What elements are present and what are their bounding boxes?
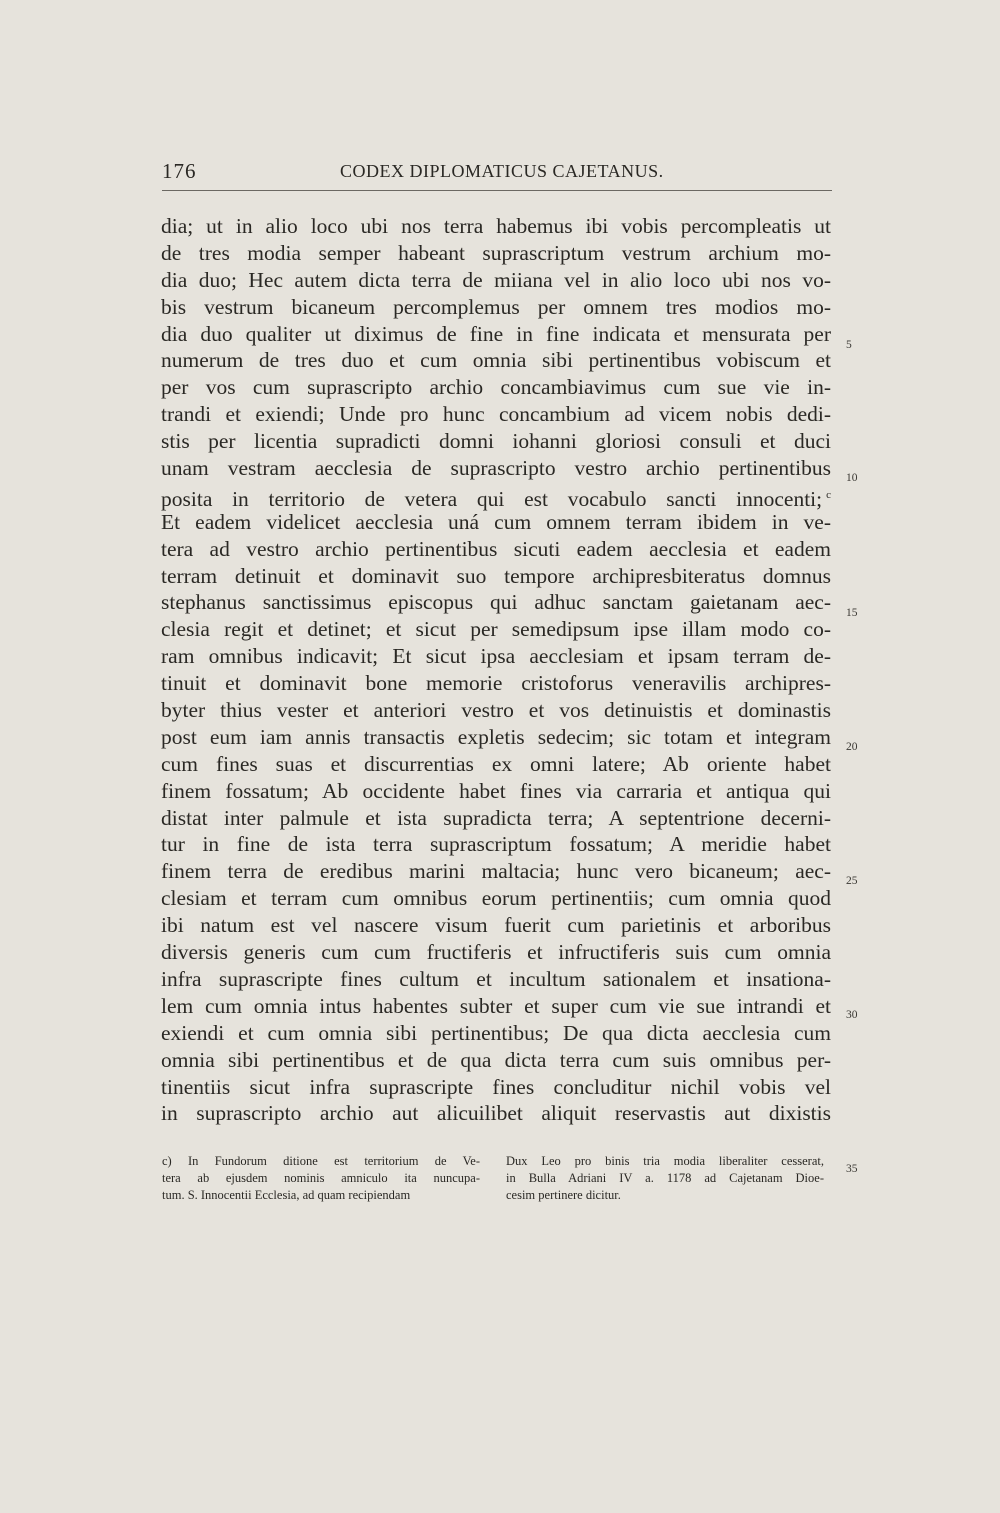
text-line	[161, 993, 831, 1020]
text-line-content: dia; ut in alio loco ubi nos terra habemus ibi vobis percompleatis ut	[161, 214, 831, 238]
text-line	[161, 401, 831, 428]
text-line-content: tur in fine de ista terra suprascriptum fossatum; A meridie habet	[161, 832, 831, 857]
text-line-content: unam vestram aecclesia de suprascripto vestro archio pertinentibus	[161, 456, 831, 481]
footnote-line: cesim pertinere dicitur.	[506, 1188, 621, 1202]
page-number: 176	[162, 159, 197, 183]
text-line	[161, 347, 831, 374]
running-title: CODEX DIPLOMATICUS CAJETANUS.	[340, 161, 664, 181]
text-line	[161, 482, 831, 512]
text-line-content: posita in territorio de vetera qui est vocabulo sancti innocenti;	[161, 487, 823, 512]
text-line-content: bis vestrum bicaneum percomplemus per omnem tres modios mo-	[161, 294, 831, 319]
footnote-line: c) In Fundorum ditione est territorium de Ve-	[162, 1154, 480, 1168]
text-line-content: stephanus sanctissimus episcopus qui adhuc sanctam gaietanam aec-	[161, 590, 831, 615]
text-line	[161, 536, 831, 563]
text-line	[161, 267, 831, 294]
text-line	[161, 778, 831, 805]
footnote-line: Dux Leo pro binis tria modia liberaliter cesserat,	[506, 1154, 824, 1168]
body-text	[161, 213, 831, 1127]
text-line	[161, 858, 831, 885]
text-line-content: post eum iam annis transactis expletis sedecim; sic totam et integram	[161, 724, 831, 749]
text-line	[161, 724, 831, 751]
text-line-content: dia duo; Hec autem dicta terra de miiana vel in alio loco ubi nos vo-	[161, 267, 831, 292]
text-line-content: exiendi et cum omnia sibi pertinentibus; De qua dicta aecclesia cum	[161, 1020, 831, 1045]
text-line	[161, 643, 831, 670]
text-line	[161, 831, 831, 858]
text-line-content: tera ad vestro archio pertinentibus sicuti eadem aecclesia et eadem	[161, 536, 831, 561]
text-line	[161, 670, 831, 697]
footnote-line: tum. S. Innocentii Ecclesia, ad quam recipiendam	[162, 1188, 411, 1202]
text-line-content: finem terra de eredibus marini maltacia; hunc vero bicaneum; aec-	[161, 859, 831, 884]
text-line	[161, 589, 831, 616]
line-number: 35	[846, 1163, 858, 1175]
text-line	[161, 751, 831, 778]
text-line-content: in suprascripto archio aut alicuilibet aliquit reservastis aut dixistis	[161, 1101, 831, 1126]
footnote-reference: c	[826, 488, 831, 501]
text-line	[161, 509, 831, 536]
text-line-content: diversis generis cum cum fructiferis et infructiferis suis cum omnia	[161, 940, 831, 965]
text-line-content: distat inter palmule et ista supradicta terra; A septentrione decerni-	[161, 805, 831, 830]
text-line	[161, 912, 831, 939]
text-line-content: stis per licentia supradicti domni iohanni gloriosi consuli et duci	[161, 429, 831, 454]
footnote-column-right	[506, 1153, 824, 1204]
text-line-content: Et eadem videlicet aecclesia uná cum omnem terram ibidem in ve-	[161, 509, 831, 534]
text-line	[161, 563, 831, 590]
text-line-content: per vos cum suprascripto archio concambiavimus cum sue vie in-	[161, 375, 831, 400]
text-line-content: clesia regit et detinet; et sicut per semedipsum ipse illam modo co-	[161, 617, 831, 642]
text-line	[161, 294, 831, 321]
text-line-content: tinentiis sicut infra suprascripte fines concluditur nichil vobis vel	[161, 1074, 831, 1099]
line-number: 30	[846, 1009, 858, 1021]
line-number: 20	[846, 741, 858, 753]
text-line	[161, 240, 831, 267]
text-line-content: de tres modia semper habeant suprascriptum vestrum archium mo-	[161, 240, 831, 265]
line-number: 10	[846, 472, 858, 484]
text-line-content: cum fines suas et discurrentias ex omni latere; Ab oriente habet	[161, 751, 831, 776]
footnote-line: in Bulla Adriani IV a. 1178 ad Cajetanam Dioe-	[506, 1171, 824, 1185]
text-line	[161, 1047, 831, 1074]
text-line	[161, 374, 831, 401]
text-line	[161, 1074, 831, 1101]
text-line-content: byter thius vester et anteriori vestro et vos detinuistis et dominastis	[161, 698, 831, 723]
text-line-content: terram detinuit et dominavit suo tempore archipresbiteratus domnus	[161, 563, 831, 588]
line-number: 15	[846, 607, 858, 619]
text-line	[161, 939, 831, 966]
line-number: 5	[846, 339, 852, 351]
text-line	[161, 805, 831, 832]
text-line	[161, 1020, 831, 1047]
text-line-content: trandi et exiendi; Unde pro hunc concambium ad vicem nobis dedi-	[161, 402, 831, 427]
page-header	[162, 156, 832, 191]
text-line	[161, 966, 831, 993]
text-line	[161, 428, 831, 455]
footnote-column-left	[162, 1153, 480, 1204]
text-line-content: ibi natum est vel nascere visum fuerit cum parietinis et arboribus	[161, 913, 831, 938]
text-line-content: infra suprascripte fines cultum et incultum sationalem et insationa-	[161, 966, 831, 991]
text-line-content: omnia sibi pertinentibus et de qua dicta terra cum suis omnibus per-	[161, 1047, 831, 1072]
text-line	[161, 213, 831, 240]
line-number: 25	[846, 875, 858, 887]
text-line-content: numerum de tres duo et cum omnia sibi pertinentibus vobiscum et	[161, 348, 831, 373]
text-line	[161, 455, 831, 482]
text-line	[161, 321, 831, 348]
text-line	[161, 616, 831, 643]
text-line-content: clesiam et terram cum omnibus eorum pertinentiis; cum omnia quod	[161, 886, 831, 911]
footnote-line: tera ab ejusdem nominis amniculo ita nuncupa-	[162, 1171, 480, 1185]
text-line-content: lem cum omnia intus habentes subter et super cum vie sue intrandi et	[161, 993, 831, 1018]
text-line	[161, 885, 831, 912]
text-line	[161, 1100, 831, 1127]
text-line-content: tinuit et dominavit bone memorie cristoforus veneravilis archipres-	[161, 671, 831, 696]
text-line-content: dia duo qualiter ut diximus de fine in fine indicata et mensurata per	[161, 321, 831, 346]
text-line-content: ram omnibus indicavit; Et sicut ipsa aecclesiam et ipsam terram de-	[161, 644, 831, 669]
text-line-content: finem fossatum; Ab occidente habet fines via carraria et antiqua qui	[161, 778, 831, 803]
text-line	[161, 697, 831, 724]
